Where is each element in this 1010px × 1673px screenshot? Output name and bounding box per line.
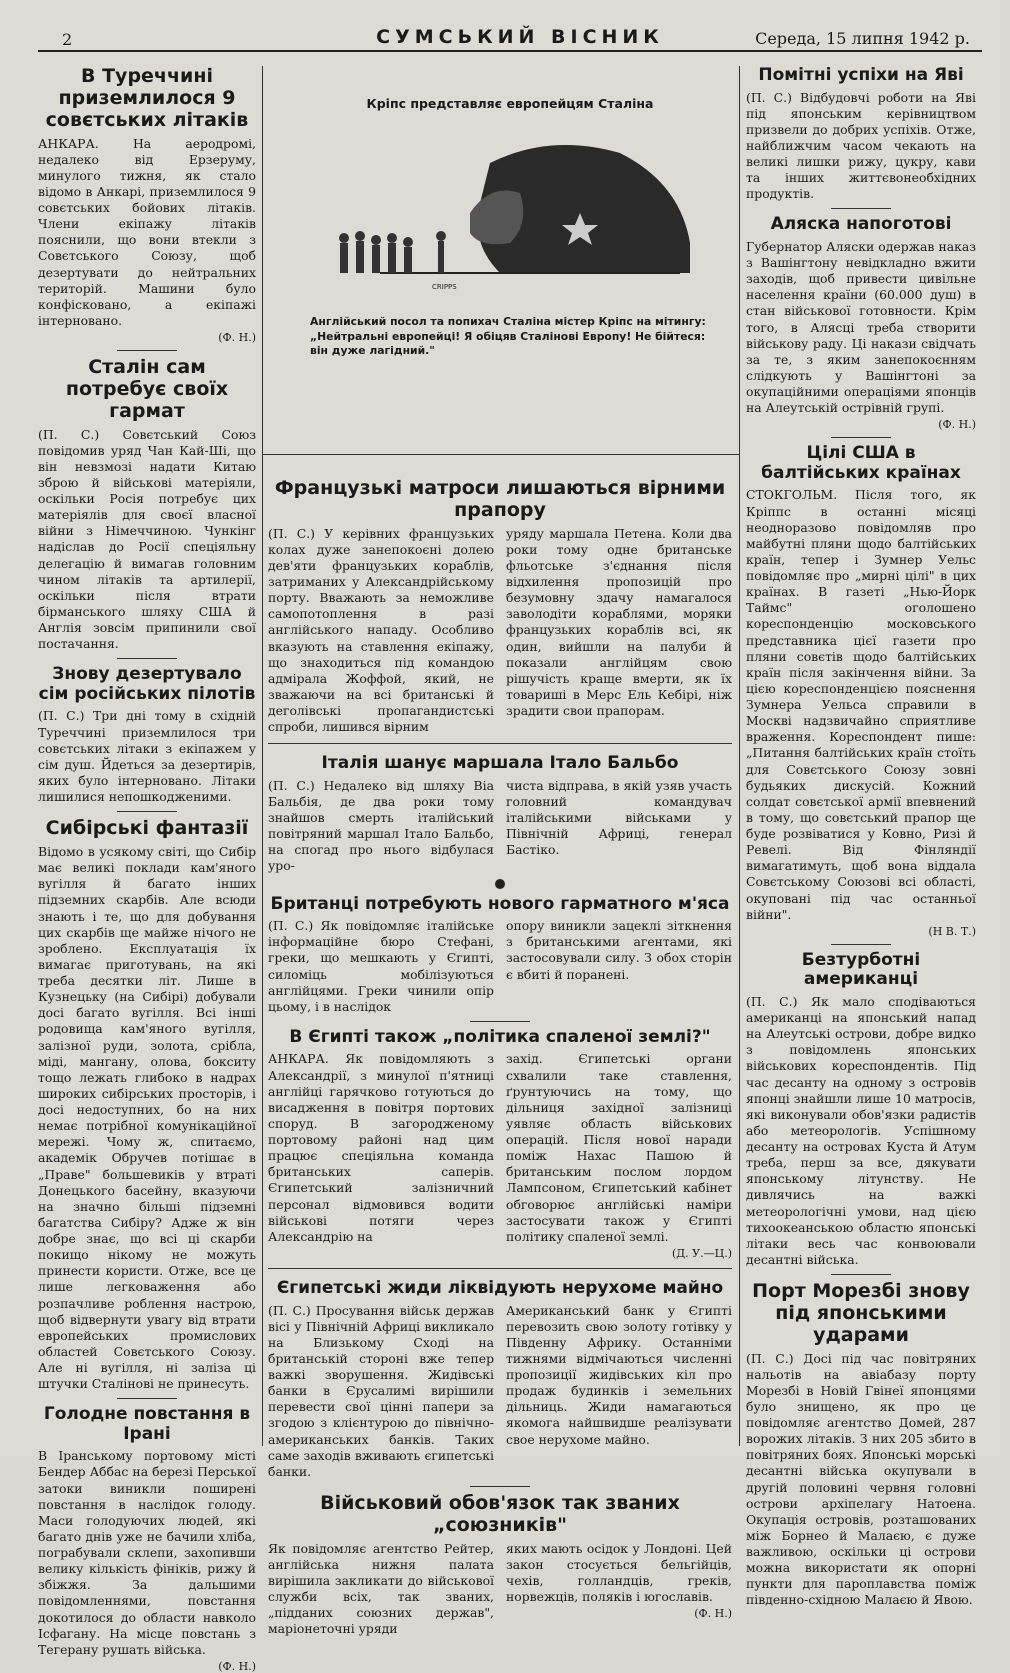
separator: [831, 437, 891, 438]
article-text: Губернатор Аляски одержав наказ з Вашінгтону невідкладно вжити заходів, щоб привести цивільне населення країни (60.000 душ) в стан військової готовности. Крім того, в Алясці треба створити військову раду. Ці накази свідчать за те, з яким занепокоєнням слідкують у Вашінгтоні за окупаційними операціями японців на Алеутській острівній групі.: [746, 238, 976, 416]
article-signature: (Ф. Н.): [938, 418, 976, 432]
article-text: АНКАРА. На аеродромі, недалеко від Ерзеруму, минулого тижня, як стало відомо в Анкарі, приземлилося 9 совєтських бойових літаків. Члени екіпажу літаків пояснили, що вони втекли з Совєтського Союзу, щоб дезертувати до нейтральних територій. Машини було конфісковано, а екіпажі інтерновано.: [38, 135, 256, 328]
article-title: Порт Морезбі знову під японськими ударами: [752, 1280, 970, 1346]
article-text: Американський банк у Єгипті перевозить свою золоту готівку у Південну Африку. Останніми тижнями відмічаються численні пропозиції жидівських кіл про продаж будинків і земельних дільниць. Жиди намагаються якомога найшвидше реалізувати свое нерухоме майно.: [506, 1302, 732, 1447]
issue-date: Середа, 15 липня 1942 р.: [755, 29, 970, 48]
separator: [470, 1486, 530, 1487]
article-title: Цілі США в балтійських країнах: [761, 443, 961, 483]
cartoon-title: Кріпс представляє европейцям Сталіна: [366, 96, 654, 111]
article-text: (П. С.) Недалеко від шляху Віа Бальбія, де два роки тому знайшов смерть італійський повітряний маршал Італо Бальбо, на спогад про нього відбулася уро-: [268, 777, 494, 874]
article-text: (П. С.) У керівних французьких колах дуже занепокоєні долею дев'яти французьких кораблів, затриманих у Александрійському порту. Вважають за неможливе самопотоплення в разі англійського нападу. Особливо вказують на ставлення екіпажу, що знаходиться під командою адмірала Жоффой, який, не зважаючи на всі британські й деголівські пропагандистські спроби, лишився вірним: [268, 525, 494, 735]
article-title: В Єгипті також „політика спаленої землі?": [289, 1026, 711, 1047]
right-column: [746, 65, 976, 1608]
article-text: (П. С.) Совєтський Союз повідомив уряд Чан Кай-Ші, що він невзмозі надати Китаю зброю й військові матеріяли, оскільки Росія потребує цих матеріялів для своєї власної війни з Німеччиною. Чункінг надіслав до Росії спеціяльну делегацію й вимагав головним чином літаків та артилерії, оскільки після втрати бірманського шляху США й Англія зовсім припинили свої постачання.: [38, 426, 256, 652]
article-title: Військовий обов'язок так званих „союзників": [320, 1491, 680, 1536]
center-column: [268, 477, 732, 1637]
article-signature: (Д. У.—Ц.): [671, 1246, 732, 1260]
cartoon-illustration: [320, 123, 700, 303]
column-divider-right: [739, 66, 740, 1446]
separator: [117, 350, 177, 351]
article-signature: (Ф. Н.): [694, 1607, 732, 1621]
cartoon-caption: Англійський посол та попихач Сталіна містер Кріпс на мітингу: „Нейтральні европейці! Я обіцяв Сталінові Европу! Не бійтеся: він дуже лагідний.": [310, 315, 706, 358]
article-text: (П. С.) Як повідомляє італійське інформаційне бюро Стефані, греки, що мешкають у Єгипті, силоміць мобілізуються англійцями. Греки чинили опір цьому, і в наслідок: [268, 918, 494, 1014]
article-text: (П. С.) Відбудовчі роботи на Яві під японським керівництвом призвели до добрих успіхів. Отже, найближчим часом чекають на великі лишки рижу, цукру, кави та інших життєвонеобхідних продуктів.: [746, 89, 976, 202]
article-text: АНКАРА. Як повідомляють з Александрії, з минулої п'ятниці англійці гарячково готуються до висадження в повітря портових споруд. В загородженому портовому районі над цим працює спеціяльна команда британських саперів. Єгипетський залізничний персонал відмовився водити військові потяги через Александрію на: [268, 1051, 494, 1244]
page-number: 2: [62, 30, 73, 49]
article-text: чиста відправа, в якій узяв участь головний командувач італійськими військами у Північній Африці, генерал Бастіко.: [506, 777, 732, 858]
article-title: Знову дезертувало сім російських пілотів: [38, 664, 256, 704]
article-text: (П. С.) Досі під час повітряних нальотів на авіабазу порту Морезбі в Новій Гвінеї японцями було знищено, як про це повідомляє агентство Домей, 287 ворожих літаків. З них 205 збито в повітряних боях. Японські морські десантні війська окупували в другій половині червня головні острови архіпелагу Натоена. Окупація островів, розташованих між Борнео й Малаєю, є дуже важливою, оскільки ці острови можна використати як опорні пункти для пароплавства поміж південно-східною Малаєю й Явою.: [746, 1350, 976, 1608]
cartoon: [300, 70, 720, 450]
masthead: СУМСЬКИЙ ВІСНИК: [376, 26, 664, 48]
article-title: Помітні успіхи на Яві: [758, 65, 964, 85]
left-column: [38, 65, 256, 1673]
article-text: уряду маршала Петена. Коли два роки тому одне британське фльотське з'єднання після відхилення пропозицій про безумовну здачу намагалося заволодіти кораблями, моряки французьких кораблів всі, як один, вийшли на палуби й показали англійцям свою рішучість краще вмерти, як їх товариші в Мерс Ель Кебірі, ніж зрадити свои прапорам.: [506, 525, 732, 719]
separator: [831, 208, 891, 209]
page-header: [30, 26, 980, 52]
article-title: Сталін сам потребує своїх гармат: [65, 356, 229, 422]
separator: [117, 811, 177, 812]
separator: [268, 743, 732, 744]
header-rule: [38, 50, 982, 52]
article-text: (П. С.) Три дні тому в східній Туреччині приземлилося три совєтських літаки з екіпажем у сім душ. Йдеться за дезертирів, яких було інтерновано. Літаки лишилися непошкодженими.: [38, 708, 256, 805]
article-text: СТОКГОЛЬМ. Після того, як Кріппс в останні місяці неодноразово повідомляв про майбутні пляни щодо балтійських країн, тепер і Зумнер Уельс повідомляє про „мирні цілі" в цих країнах. В газеті „Нью-Йорк Таймс" оголошено кореспонденцію московського представника цієї газети про пляни совєтів щодо балтійських країн після закінчення війни. За цією кореспонденцією пояснення Зумнера Уельса справили в Москві надзвичайно сприятливе враження. Кореспондент пише: „Питання балтійських країн стоїть для Совєтського Союзу зовні будьяких дискусій. Кожний солдат совєтської армії впевнений в тому, що совєтський прапор ще буде розвіватися у Ковно, Ризі й Ревелі. Від Фінляндії вимагатимуть, щоб вона віддала Совєтському Союзові всі області, окуповані під час останньої війни".: [746, 487, 976, 922]
article-title: Сибірські фантазії: [45, 817, 249, 840]
article-title: Голодне повстання в Ірані: [43, 1404, 251, 1444]
article-title: Єгипетські жиди ліквідують нерухоме майно: [276, 1277, 724, 1298]
article-text: опору виникли зацеклі зіткнення з британськими агентами, які застосовували силу. З обох сторін є вбиті й поранені.: [506, 918, 732, 982]
separator: [117, 658, 177, 659]
article-text: (П. С.) Як мало сподіваються американці на японський напад на Алеутські острови, добре видко з повідомлень японських військових кореспондентів. Під час десанту на одному з островів японці знайшли лише 10 матросів, які виконували обов'язки радистів або метеорологів. Успішному десанту на островах Куста й Атум треба, перш за все, дякувати японському літунству. Не дивлячись на важкі метеорологічні умови, над цією тихоокеанською областю японські літаки весь час конвоювали десантні війська.: [746, 993, 976, 1267]
article-signature: (Н В. Т.): [928, 924, 976, 938]
article-signature: (Ф. Н.): [218, 331, 256, 345]
bullet-divider: [495, 879, 505, 889]
article-title: Італія шанує маршала Італо Бальбо: [321, 753, 679, 774]
separator: [831, 944, 891, 945]
separator: [470, 1021, 530, 1022]
article-text: Відомо в усякому світі, що Сибір має великі поклади кам'яного вугілля й багато інших підземних скарбів. Але всюди знають і те, що для добування цих скарбів ще майже нічого не зроблено. Експлуатація їх вимагає приготувань, на які треба десятки літ. Лише в Кузнецьку (на Сибірі) добували досі багато вугілля. Всі інші родовища кам'яного вугілля, залізної руди, золота, срібла, міді, мангану, олова, бокситу тощо лежать глибоко в надрах широких сибірських просторів, і досі недоступних, бо на них немає потрібної комунікаційної мережі. Чому ж, спитаємо, академік Обручев потішає в „Праве" большевиків у втраті Донецького басейну, вказуючи на значно більші підземні багатства Сибіру? Адже ж він добре знає, що всі ці скарби покищо нікому не можуть принести користи. Отже, все це лише легковаження або розпачливе роблення настрою, щоб відвернути увагу від втрати европейських промислових областей Совєтського Союзу. Але ні вугілля, ні заліза ці штучки Сталінові не принесуть.: [38, 844, 256, 1392]
article-text: яких мають осідок у Лондоні. Цей закон стосується бельгійців, чехів, голландців, греків, норвежців, поляків і югославів.: [506, 1540, 732, 1604]
article-text: В Іранському портовому місті Бендер Аббас на березі Перської затоки виникли поширені повстання в наслідок голоду. Маси голодуючих людей, які багато днів уже не бачили хліба, пограбували склепи, захопивши велику кількість фініків, рижу й збіжжя. За дальшими повідомленнями, повстання докотилося до области навколо Ісфагану. На місце повстань з Тегерану рушать війська.: [38, 1448, 256, 1657]
article-title: Французькі матроси лишаються вірними прапору: [274, 477, 726, 521]
separator: [831, 1274, 891, 1275]
cartoon-bottom-rule: [262, 454, 739, 455]
article-title: Аляска напоготові: [770, 214, 952, 235]
article-title: Британці потребують нового гарматного м'яса: [270, 893, 730, 914]
separator: [117, 1398, 177, 1399]
article-title: В Туреччині приземлилося 9 совєтських літаків: [45, 65, 249, 131]
article-text: захід. Єгипетські органи схвалили таке ставлення, ґрунтуючись на тому, що дільниця західної залізниці уявляє область військових операцій. Після нової наради поміж Нахас Пашою й британським послом лордом Лампсоном, Єгипетський кабінет обговорює англійські наміри застосувати також у Єгипті політику спаленої землі.: [506, 1051, 732, 1244]
separator: [268, 1268, 732, 1269]
article-signature: (Ф. Н.): [218, 1659, 256, 1673]
article-title: Безтурботні американці: [801, 949, 921, 990]
article-text: (П. С.) Просування військ держав вісі у Північній Африці викликало на Близькому Сході на британській стороні вже тепер важкі зворушення. Жидівські банки в Єрусалимі вирішили перевести свої цінні папери за згодою з клієнтурою до північно-американських банків. Таких саме заходів вживають єгипетські банки.: [268, 1302, 494, 1479]
column-divider-left: [262, 66, 263, 1446]
article-text: Як повідомляє агентство Рейтер, англійська нижня палата вирішила закликати до військової служби всіх, так званих, „підданих союзних держав", маріонеточні уряди: [268, 1540, 494, 1637]
cartoon-tag: CRIPPS: [432, 283, 457, 291]
